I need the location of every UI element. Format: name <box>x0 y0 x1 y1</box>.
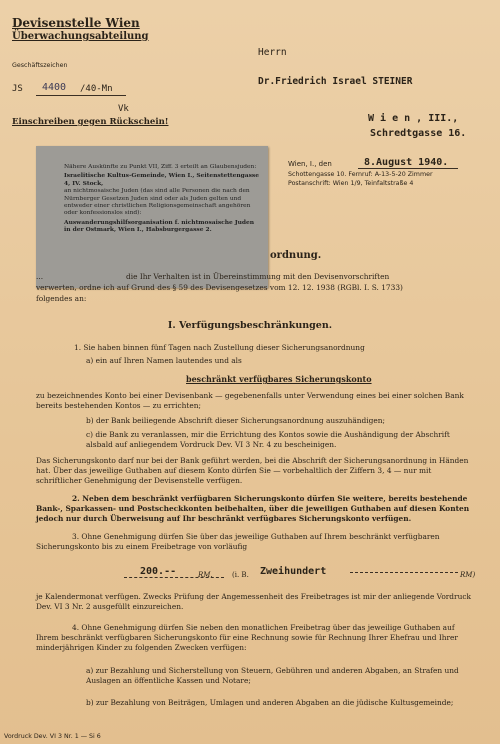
reference-suffix: /40-Mn <box>80 84 113 94</box>
date-underline <box>358 168 458 169</box>
slip-line-2: Israelitische Kultus-Gemeinde, Wien I., Seitenstettengasse 4, IV. Stock, <box>64 172 259 187</box>
intro-line-1-start: ... <box>36 272 44 281</box>
reference-underline <box>36 95 126 96</box>
reference-number: 4400 <box>42 82 67 93</box>
account-paragraph: zu bezeichnendes Konto bei einer Devisenbank — gegebenenfalls unter Verwendung eines bei einer solchen Bank bereits bestehenden Kontos — zu errichten; <box>36 391 464 410</box>
restricted-account: beschränkt verfügbares Sicherungskonto <box>186 374 372 384</box>
rm-label-1: RM. <box>198 571 213 579</box>
addressee-city: W i e n , III., <box>368 113 459 124</box>
slip-text <box>64 164 260 235</box>
slip-line-3: an nichtmosaische Juden (das sind alle Personen die nach den Nürnberger Gesetzen Juden sind oder als Juden gelten und entweder einer christlichen Religionsgemeinschaft angehören oder konfessionslos sind): <box>64 188 251 217</box>
item-1c: c) die Bank zu veranlassen, mir die Errichtung des Kontos sowie die Aushändigung der Abschrift alsbald auf anliegendem Vordruck Dev. VI 3 Nr. 4 zu bescheinigen. <box>86 430 450 449</box>
registered-mail-note: Einschreiben gegen Rückschein! <box>12 117 169 127</box>
addressee-name: Dr.Friedrich Israel STEINER <box>258 76 413 87</box>
section-heading: I. Verfügungsbeschränkungen. <box>167 320 333 331</box>
order-title: ordnung. <box>270 250 322 261</box>
office-name: Devisenstelle Wien <box>12 16 140 30</box>
slip-line-4: Auswanderungshilfsorganisation f. nichtmosaische Juden in der Ostmark, Wien I., Habsburgergasse 2. <box>64 218 255 234</box>
reference-vk: Vk <box>118 104 129 114</box>
item-3-continuation: je Kalendermonat verfügen. Zwecks Prüfung der Angemessenheit des Freibetrages ist mir der anliegende Vordruck Dev. VI 3 Nr. 2 ausgefüllt einzureichen. <box>36 592 471 611</box>
words-line <box>350 572 458 574</box>
item-1: 1. Sie haben binnen fünf Tagen nach Zustellung dieser Sicherungsanordnung <box>74 343 365 352</box>
place-label: Wien, I., den <box>288 160 332 168</box>
item-2: 2. Neben dem beschränkt verfügbaren Sicherungskonto dürfen Sie weitere, bereits bestehende Bank-, Sparkassen- und Postscheckkonten beibehalten, über die jeweiligen Guthaben auf diesen Konten jedoch nur durch Überweisung auf Ihr beschränkt verfügbares Sicherungskonto verfügen. <box>36 494 470 523</box>
allowance-words: Zweihundert <box>260 566 327 577</box>
form-identifier: Vordruck Dev. VI 3 Nr. 1 — Si 6 <box>4 733 101 740</box>
reference-prefix: JS <box>12 84 23 94</box>
salutation: Herrn <box>258 47 287 58</box>
account-rules-paragraph: Das Sicherungskonto darf nur bei der Bank geführt werden, bei die Abschrift der Sicherungsanordnung in Händen hat. Über das jeweilige Guthaben auf diesem Konto dürfen Sie — vorbehaltlich der Ziffern 3, 4 — nur mit schriftlicher Genehmigung der Devisenstelle verfügen. <box>36 456 469 485</box>
office-address: Schottengasse 10. Fernruf: A-13-5-20 Zimmer <box>288 171 433 178</box>
addressee-street: Schredtgasse 16. <box>370 128 467 139</box>
letter-date: 8.August 1940. <box>364 157 449 168</box>
slip-line-1: Nähere Auskünfte zu Punkt VII, Ziff. 3 erteilt an Glaubensjuden: <box>64 164 257 170</box>
item-4b: b) zur Bezahlung von Beiträgen, Umlagen und anderen Abgaben an die jüdische Kultusgemeinde; <box>86 698 454 707</box>
in-words-label: (i. B. <box>232 571 249 579</box>
item-1a: a) ein auf Ihren Namen lautendes und als <box>86 356 242 365</box>
allowance-amount: 200.-- <box>140 566 177 577</box>
item-3: 3. Ohne Genehmigung dürfen Sie über das jeweilige Guthaben auf Ihrem beschränkt verfügbaren Sicherungskonto bis zu einem Freibetrage von vorläufig <box>36 532 440 551</box>
rm-label-2: RM) <box>460 571 476 579</box>
item-4: 4. Ohne Genehmigung dürfen Sie neben den monatlichen Freibetrag über das jeweilige Guthaben auf Ihrem beschränkt verfügbaren Sicherungskonto für eine Rechnung sowie für Rechnung Ihrer Ehefrau und Ihrer minderjährigen Kinder zu folgenden Zwecken verfügen: <box>36 623 458 652</box>
information-slip <box>36 146 268 288</box>
intro-line-2: verwerten, ordne ich auf Grund des § 59 des Devisengesetzes vom 12. 12. 1938 (RGBl. I. S. 1733) <box>36 283 403 292</box>
intro-line-1: die Ihr Verhalten ist in Übereinstimmung mit den Devisenvorschriften <box>126 272 390 281</box>
reference-label: Geschäftszeichen <box>12 62 68 69</box>
postal-address: Postanschrift: Wien 1/9, Teinfaltstraße 4 <box>288 180 414 187</box>
intro-line-3: folgendes an: <box>36 294 87 303</box>
department-name: Überwachungsabteilung <box>12 31 149 42</box>
item-4a: a) zur Bezahlung und Sicherstellung von Steuern, Gebühren und anderen Abgaben, an Strafen und Auslagen an öffentliche Kassen und Notare; <box>86 666 459 685</box>
item-1b: b) der Bank beiliegende Abschrift dieser Sicherungsanordnung auszuhändigen; <box>86 416 385 425</box>
